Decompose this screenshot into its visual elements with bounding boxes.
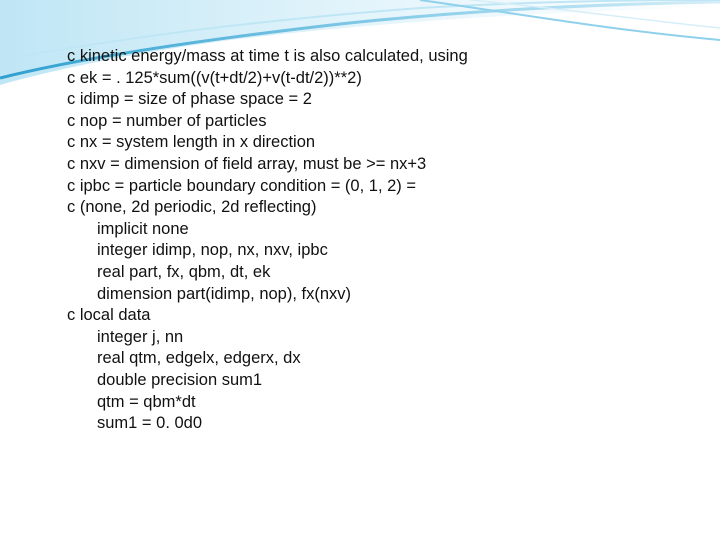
code-line: real qtm, edgelx, edgerx, dx	[97, 349, 301, 368]
code-line: implicit none	[97, 219, 189, 238]
comment-line: c idimp = size of phase space = 2	[67, 90, 312, 109]
code-line: real part, fx, qbm, dt, ek	[97, 262, 271, 281]
code-line: integer j, nn	[97, 327, 184, 346]
code-line: double precision sum1	[97, 370, 263, 389]
comment-line: c nx = system length in x direction	[67, 133, 316, 152]
comment-line: c ipbc = particle boundary condition = (0, 1, 2) =	[67, 176, 416, 195]
comment-line: c (none, 2d periodic, 2d reflecting)	[67, 198, 317, 217]
comment-line: c kinetic energy/mass at time t is also calculated, using	[67, 47, 468, 65]
code-listing	[67, 46, 707, 435]
comment-line: c local data	[67, 306, 151, 325]
code-line: qtm = qbm*dt	[97, 392, 196, 411]
code-line: sum1 = 0. 0d0	[97, 414, 203, 433]
code-line: integer idimp, nop, nx, nxv, ipbc	[97, 241, 328, 260]
comment-line: c nop = number of particles	[67, 111, 267, 130]
comment-line: c ek = . 125*sum((v(t+dt/2)+v(t-dt/2))**2)	[67, 68, 362, 87]
comment-line: c nxv = dimension of field array, must be >= nx+3	[67, 154, 427, 173]
code-line: dimension part(idimp, nop), fx(nxv)	[97, 284, 352, 303]
